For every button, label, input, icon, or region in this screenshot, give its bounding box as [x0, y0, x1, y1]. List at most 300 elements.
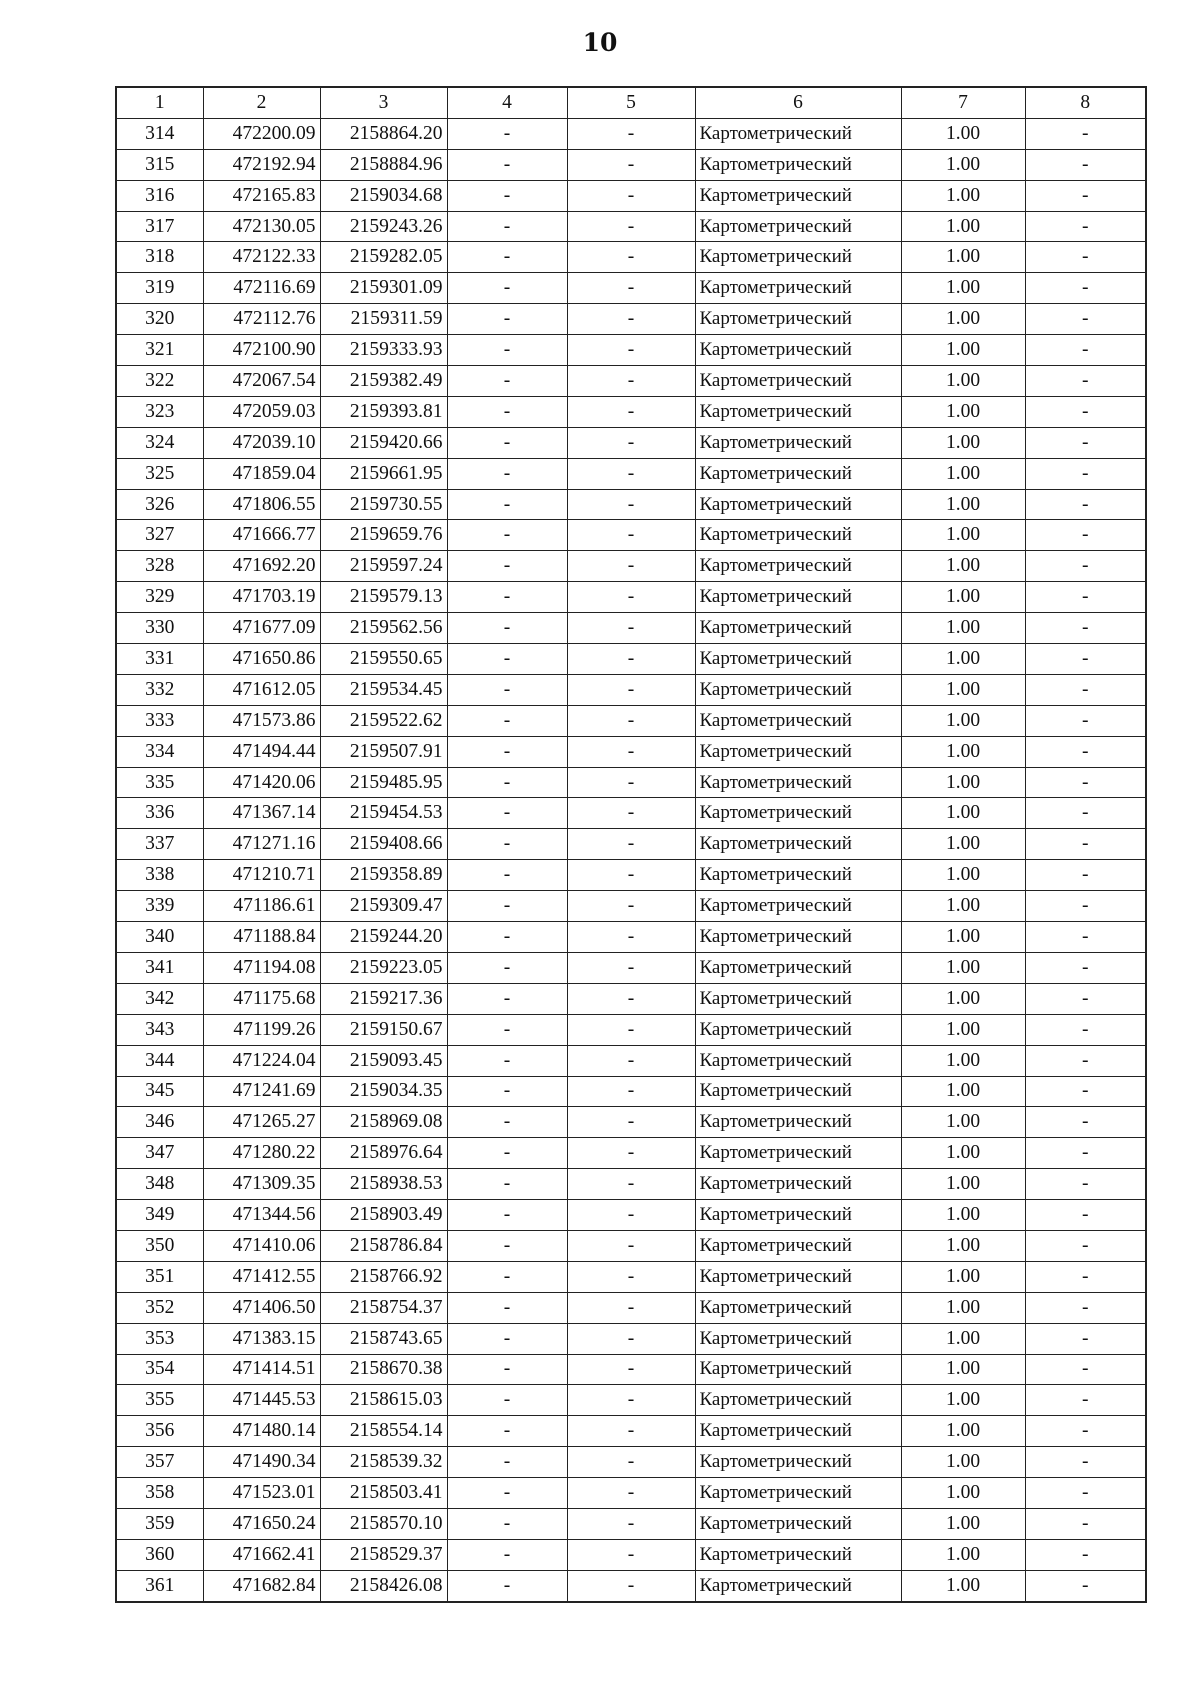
- table-row: [116, 1169, 1146, 1200]
- column-8-cell: -: [1025, 551, 1146, 582]
- table-row: [116, 1570, 1146, 1601]
- column-8-cell: -: [1025, 1107, 1146, 1138]
- x-coordinate-cell: 472067.54: [203, 366, 320, 397]
- column-4-cell: -: [447, 366, 567, 397]
- accuracy-cell: 1.00: [901, 922, 1025, 953]
- column-8-cell: -: [1025, 366, 1146, 397]
- x-coordinate-cell: 471662.41: [203, 1539, 320, 1570]
- accuracy-cell: 1.00: [901, 1169, 1025, 1200]
- point-number-cell: 350: [116, 1230, 203, 1261]
- column-5-cell: -: [567, 1323, 695, 1354]
- method-cell: Картометрический: [695, 118, 901, 149]
- column-8-cell: -: [1025, 458, 1146, 489]
- point-number-cell: 337: [116, 829, 203, 860]
- y-coordinate-cell: 2158884.96: [320, 149, 447, 180]
- method-cell: Картометрический: [695, 211, 901, 242]
- table-row: [116, 1539, 1146, 1570]
- column-header-6: 6: [695, 87, 901, 118]
- y-coordinate-cell: 2158670.38: [320, 1354, 447, 1385]
- point-number-cell: 353: [116, 1323, 203, 1354]
- accuracy-cell: 1.00: [901, 211, 1025, 242]
- column-5-cell: -: [567, 1539, 695, 1570]
- point-number-cell: 316: [116, 180, 203, 211]
- column-8-cell: -: [1025, 952, 1146, 983]
- column-4-cell: -: [447, 1385, 567, 1416]
- column-4-cell: -: [447, 118, 567, 149]
- point-number-cell: 320: [116, 304, 203, 335]
- method-cell: Картометрический: [695, 1292, 901, 1323]
- accuracy-cell: 1.00: [901, 952, 1025, 983]
- column-4-cell: -: [447, 705, 567, 736]
- table-row: [116, 520, 1146, 551]
- column-8-cell: -: [1025, 242, 1146, 273]
- y-coordinate-cell: 2158539.32: [320, 1447, 447, 1478]
- accuracy-cell: 1.00: [901, 1014, 1025, 1045]
- accuracy-cell: 1.00: [901, 118, 1025, 149]
- column-header-3: 3: [320, 87, 447, 118]
- y-coordinate-cell: 2158864.20: [320, 118, 447, 149]
- column-4-cell: -: [447, 613, 567, 644]
- accuracy-cell: 1.00: [901, 1570, 1025, 1601]
- method-cell: Картометрический: [695, 1539, 901, 1570]
- column-8-cell: -: [1025, 860, 1146, 891]
- method-cell: Картометрический: [695, 1354, 901, 1385]
- table-row: [116, 1200, 1146, 1231]
- column-4-cell: -: [447, 1508, 567, 1539]
- y-coordinate-cell: 2159217.36: [320, 983, 447, 1014]
- column-4-cell: -: [447, 922, 567, 953]
- column-5-cell: -: [567, 767, 695, 798]
- table-row: [116, 1107, 1146, 1138]
- point-number-cell: 330: [116, 613, 203, 644]
- method-cell: Картометрический: [695, 952, 901, 983]
- table-row: [116, 427, 1146, 458]
- column-4-cell: -: [447, 489, 567, 520]
- method-cell: Картометрический: [695, 1045, 901, 1076]
- x-coordinate-cell: 471383.15: [203, 1323, 320, 1354]
- y-coordinate-cell: 2159485.95: [320, 767, 447, 798]
- table-row: [116, 983, 1146, 1014]
- y-coordinate-cell: 2159661.95: [320, 458, 447, 489]
- y-coordinate-cell: 2158529.37: [320, 1539, 447, 1570]
- column-8-cell: -: [1025, 705, 1146, 736]
- table-row: [116, 335, 1146, 366]
- y-coordinate-cell: 2159034.68: [320, 180, 447, 211]
- column-5-cell: -: [567, 427, 695, 458]
- method-cell: Картометрический: [695, 1570, 901, 1601]
- y-coordinate-cell: 2159333.93: [320, 335, 447, 366]
- coordinates-table: [115, 86, 1147, 1603]
- y-coordinate-cell: 2158503.41: [320, 1478, 447, 1509]
- x-coordinate-cell: 472130.05: [203, 211, 320, 242]
- column-4-cell: -: [447, 1570, 567, 1601]
- x-coordinate-cell: 471188.84: [203, 922, 320, 953]
- accuracy-cell: 1.00: [901, 767, 1025, 798]
- point-number-cell: 349: [116, 1200, 203, 1231]
- column-5-cell: -: [567, 1076, 695, 1107]
- y-coordinate-cell: 2158754.37: [320, 1292, 447, 1323]
- accuracy-cell: 1.00: [901, 1323, 1025, 1354]
- column-8-cell: -: [1025, 1261, 1146, 1292]
- table-row: [116, 582, 1146, 613]
- point-number-cell: 358: [116, 1478, 203, 1509]
- accuracy-cell: 1.00: [901, 366, 1025, 397]
- method-cell: Картометрический: [695, 1230, 901, 1261]
- table-row: [116, 1323, 1146, 1354]
- point-number-cell: 325: [116, 458, 203, 489]
- column-4-cell: -: [447, 1539, 567, 1570]
- y-coordinate-cell: 2159562.56: [320, 613, 447, 644]
- column-4-cell: -: [447, 736, 567, 767]
- column-4-cell: -: [447, 829, 567, 860]
- column-4-cell: -: [447, 1045, 567, 1076]
- column-4-cell: -: [447, 1354, 567, 1385]
- column-header-1: 1: [116, 87, 203, 118]
- x-coordinate-cell: 472116.69: [203, 273, 320, 304]
- table-row: [116, 396, 1146, 427]
- column-8-cell: -: [1025, 149, 1146, 180]
- column-4-cell: -: [447, 1138, 567, 1169]
- column-4-cell: -: [447, 1478, 567, 1509]
- y-coordinate-cell: 2159597.24: [320, 551, 447, 582]
- table-row: [116, 829, 1146, 860]
- point-number-cell: 319: [116, 273, 203, 304]
- y-coordinate-cell: 2159282.05: [320, 242, 447, 273]
- column-8-cell: -: [1025, 1292, 1146, 1323]
- point-number-cell: 361: [116, 1570, 203, 1601]
- x-coordinate-cell: 471271.16: [203, 829, 320, 860]
- column-8-cell: -: [1025, 582, 1146, 613]
- table-row: [116, 1138, 1146, 1169]
- table-row: [116, 1230, 1146, 1261]
- method-cell: Картометрический: [695, 242, 901, 273]
- table-row: [116, 242, 1146, 273]
- x-coordinate-cell: 471224.04: [203, 1045, 320, 1076]
- accuracy-cell: 1.00: [901, 644, 1025, 675]
- table-body: [116, 118, 1146, 1601]
- table-row: [116, 180, 1146, 211]
- point-number-cell: 340: [116, 922, 203, 953]
- column-4-cell: -: [447, 520, 567, 551]
- point-number-cell: 324: [116, 427, 203, 458]
- table-row: [116, 674, 1146, 705]
- point-number-cell: 321: [116, 335, 203, 366]
- table-header-row: [116, 87, 1146, 118]
- accuracy-cell: 1.00: [901, 1416, 1025, 1447]
- method-cell: Картометрический: [695, 427, 901, 458]
- x-coordinate-cell: 471523.01: [203, 1478, 320, 1509]
- method-cell: Картометрический: [695, 736, 901, 767]
- method-cell: Картометрический: [695, 767, 901, 798]
- method-cell: Картометрический: [695, 829, 901, 860]
- point-number-cell: 360: [116, 1539, 203, 1570]
- point-number-cell: 327: [116, 520, 203, 551]
- column-header-2: 2: [203, 87, 320, 118]
- column-8-cell: -: [1025, 798, 1146, 829]
- column-5-cell: -: [567, 304, 695, 335]
- column-5-cell: -: [567, 335, 695, 366]
- column-4-cell: -: [447, 1447, 567, 1478]
- accuracy-cell: 1.00: [901, 427, 1025, 458]
- column-8-cell: -: [1025, 1385, 1146, 1416]
- x-coordinate-cell: 471175.68: [203, 983, 320, 1014]
- method-cell: Картометрический: [695, 798, 901, 829]
- table-row: [116, 891, 1146, 922]
- column-8-cell: -: [1025, 1138, 1146, 1169]
- column-8-cell: -: [1025, 1354, 1146, 1385]
- accuracy-cell: 1.00: [901, 273, 1025, 304]
- method-cell: Картометрический: [695, 891, 901, 922]
- method-cell: Картометрический: [695, 1014, 901, 1045]
- column-5-cell: -: [567, 1354, 695, 1385]
- method-cell: Картометрический: [695, 458, 901, 489]
- y-coordinate-cell: 2159454.53: [320, 798, 447, 829]
- y-coordinate-cell: 2158554.14: [320, 1416, 447, 1447]
- point-number-cell: 348: [116, 1169, 203, 1200]
- accuracy-cell: 1.00: [901, 1385, 1025, 1416]
- column-5-cell: -: [567, 1416, 695, 1447]
- column-5-cell: -: [567, 829, 695, 860]
- accuracy-cell: 1.00: [901, 983, 1025, 1014]
- column-4-cell: -: [447, 1076, 567, 1107]
- table-row: [116, 860, 1146, 891]
- column-5-cell: -: [567, 180, 695, 211]
- column-4-cell: -: [447, 1292, 567, 1323]
- column-4-cell: -: [447, 396, 567, 427]
- accuracy-cell: 1.00: [901, 149, 1025, 180]
- y-coordinate-cell: 2159550.65: [320, 644, 447, 675]
- method-cell: Картометрический: [695, 1076, 901, 1107]
- column-4-cell: -: [447, 273, 567, 304]
- column-5-cell: -: [567, 118, 695, 149]
- x-coordinate-cell: 471420.06: [203, 767, 320, 798]
- method-cell: Картометрический: [695, 1508, 901, 1539]
- method-cell: Картометрический: [695, 551, 901, 582]
- method-cell: Картометрический: [695, 705, 901, 736]
- table-row: [116, 736, 1146, 767]
- column-5-cell: -: [567, 1014, 695, 1045]
- column-5-cell: -: [567, 582, 695, 613]
- point-number-cell: 344: [116, 1045, 203, 1076]
- y-coordinate-cell: 2159659.76: [320, 520, 447, 551]
- point-number-cell: 331: [116, 644, 203, 675]
- column-8-cell: -: [1025, 1230, 1146, 1261]
- point-number-cell: 335: [116, 767, 203, 798]
- point-number-cell: 345: [116, 1076, 203, 1107]
- column-8-cell: -: [1025, 427, 1146, 458]
- column-5-cell: -: [567, 1570, 695, 1601]
- table-row: [116, 1261, 1146, 1292]
- method-cell: Картометрический: [695, 1416, 901, 1447]
- accuracy-cell: 1.00: [901, 829, 1025, 860]
- y-coordinate-cell: 2158615.03: [320, 1385, 447, 1416]
- method-cell: Картометрический: [695, 335, 901, 366]
- column-8-cell: -: [1025, 1200, 1146, 1231]
- column-8-cell: -: [1025, 1416, 1146, 1447]
- column-8-cell: -: [1025, 983, 1146, 1014]
- table-row: [116, 1508, 1146, 1539]
- accuracy-cell: 1.00: [901, 1200, 1025, 1231]
- method-cell: Картометрический: [695, 1169, 901, 1200]
- method-cell: Картометрический: [695, 1385, 901, 1416]
- table-row: [116, 1447, 1146, 1478]
- column-5-cell: -: [567, 860, 695, 891]
- column-5-cell: -: [567, 1385, 695, 1416]
- y-coordinate-cell: 2158570.10: [320, 1508, 447, 1539]
- column-5-cell: -: [567, 458, 695, 489]
- column-5-cell: -: [567, 1107, 695, 1138]
- column-5-cell: -: [567, 952, 695, 983]
- column-5-cell: -: [567, 1169, 695, 1200]
- accuracy-cell: 1.00: [901, 705, 1025, 736]
- x-coordinate-cell: 471309.35: [203, 1169, 320, 1200]
- accuracy-cell: 1.00: [901, 613, 1025, 644]
- column-4-cell: -: [447, 1416, 567, 1447]
- x-coordinate-cell: 471367.14: [203, 798, 320, 829]
- column-5-cell: -: [567, 922, 695, 953]
- point-number-cell: 346: [116, 1107, 203, 1138]
- accuracy-cell: 1.00: [901, 798, 1025, 829]
- column-5-cell: -: [567, 396, 695, 427]
- accuracy-cell: 1.00: [901, 1539, 1025, 1570]
- accuracy-cell: 1.00: [901, 396, 1025, 427]
- column-8-cell: -: [1025, 1478, 1146, 1509]
- column-4-cell: -: [447, 1107, 567, 1138]
- method-cell: Картометрический: [695, 396, 901, 427]
- x-coordinate-cell: 471241.69: [203, 1076, 320, 1107]
- column-8-cell: -: [1025, 1045, 1146, 1076]
- column-4-cell: -: [447, 335, 567, 366]
- method-cell: Картометрический: [695, 1138, 901, 1169]
- y-coordinate-cell: 2159358.89: [320, 860, 447, 891]
- table-row: [116, 489, 1146, 520]
- column-4-cell: -: [447, 458, 567, 489]
- accuracy-cell: 1.00: [901, 1354, 1025, 1385]
- column-4-cell: -: [447, 767, 567, 798]
- x-coordinate-cell: 471210.71: [203, 860, 320, 891]
- column-8-cell: -: [1025, 489, 1146, 520]
- point-number-cell: 352: [116, 1292, 203, 1323]
- method-cell: Картометрический: [695, 520, 901, 551]
- column-8-cell: -: [1025, 1570, 1146, 1601]
- point-number-cell: 351: [116, 1261, 203, 1292]
- column-5-cell: -: [567, 1508, 695, 1539]
- x-coordinate-cell: 472100.90: [203, 335, 320, 366]
- column-8-cell: -: [1025, 1076, 1146, 1107]
- x-coordinate-cell: 471650.24: [203, 1508, 320, 1539]
- y-coordinate-cell: 2158786.84: [320, 1230, 447, 1261]
- x-coordinate-cell: 472165.83: [203, 180, 320, 211]
- x-coordinate-cell: 471677.09: [203, 613, 320, 644]
- table-row: [116, 1292, 1146, 1323]
- accuracy-cell: 1.00: [901, 582, 1025, 613]
- x-coordinate-cell: 471494.44: [203, 736, 320, 767]
- y-coordinate-cell: 2158766.92: [320, 1261, 447, 1292]
- column-8-cell: -: [1025, 1014, 1146, 1045]
- y-coordinate-cell: 2158938.53: [320, 1169, 447, 1200]
- accuracy-cell: 1.00: [901, 1107, 1025, 1138]
- column-5-cell: -: [567, 520, 695, 551]
- point-number-cell: 323: [116, 396, 203, 427]
- column-4-cell: -: [447, 304, 567, 335]
- x-coordinate-cell: 471344.56: [203, 1200, 320, 1231]
- table-row: [116, 767, 1146, 798]
- column-4-cell: -: [447, 1323, 567, 1354]
- column-8-cell: -: [1025, 736, 1146, 767]
- column-5-cell: -: [567, 1200, 695, 1231]
- x-coordinate-cell: 471445.53: [203, 1385, 320, 1416]
- column-4-cell: -: [447, 1169, 567, 1200]
- x-coordinate-cell: 471414.51: [203, 1354, 320, 1385]
- column-5-cell: -: [567, 1261, 695, 1292]
- column-8-cell: -: [1025, 335, 1146, 366]
- column-4-cell: -: [447, 211, 567, 242]
- x-coordinate-cell: 471692.20: [203, 551, 320, 582]
- column-5-cell: -: [567, 613, 695, 644]
- accuracy-cell: 1.00: [901, 736, 1025, 767]
- column-5-cell: -: [567, 211, 695, 242]
- column-8-cell: -: [1025, 304, 1146, 335]
- point-number-cell: 356: [116, 1416, 203, 1447]
- method-cell: Картометрический: [695, 860, 901, 891]
- column-4-cell: -: [447, 242, 567, 273]
- x-coordinate-cell: 471490.34: [203, 1447, 320, 1478]
- point-number-cell: 359: [116, 1508, 203, 1539]
- method-cell: Картометрический: [695, 613, 901, 644]
- x-coordinate-cell: 471265.27: [203, 1107, 320, 1138]
- y-coordinate-cell: 2159150.67: [320, 1014, 447, 1045]
- x-coordinate-cell: 472112.76: [203, 304, 320, 335]
- column-5-cell: -: [567, 1230, 695, 1261]
- x-coordinate-cell: 471612.05: [203, 674, 320, 705]
- table-row: [116, 1076, 1146, 1107]
- table-row: [116, 644, 1146, 675]
- x-coordinate-cell: 471412.55: [203, 1261, 320, 1292]
- y-coordinate-cell: 2159522.62: [320, 705, 447, 736]
- y-coordinate-cell: 2159244.20: [320, 922, 447, 953]
- table-row: [116, 1354, 1146, 1385]
- column-5-cell: -: [567, 891, 695, 922]
- table-row: [116, 458, 1146, 489]
- x-coordinate-cell: 471682.84: [203, 1570, 320, 1601]
- table-row: [116, 1014, 1146, 1045]
- x-coordinate-cell: 472192.94: [203, 149, 320, 180]
- x-coordinate-cell: 471573.86: [203, 705, 320, 736]
- x-coordinate-cell: 472059.03: [203, 396, 320, 427]
- y-coordinate-cell: 2158743.65: [320, 1323, 447, 1354]
- y-coordinate-cell: 2159408.66: [320, 829, 447, 860]
- table-row: [116, 149, 1146, 180]
- accuracy-cell: 1.00: [901, 1447, 1025, 1478]
- column-4-cell: -: [447, 798, 567, 829]
- column-5-cell: -: [567, 149, 695, 180]
- x-coordinate-cell: 471186.61: [203, 891, 320, 922]
- method-cell: Картометрический: [695, 180, 901, 211]
- method-cell: Картометрический: [695, 273, 901, 304]
- column-8-cell: -: [1025, 829, 1146, 860]
- column-4-cell: -: [447, 149, 567, 180]
- accuracy-cell: 1.00: [901, 520, 1025, 551]
- accuracy-cell: 1.00: [901, 1076, 1025, 1107]
- column-header-8: 8: [1025, 87, 1146, 118]
- method-cell: Картометрический: [695, 922, 901, 953]
- column-5-cell: -: [567, 1478, 695, 1509]
- column-4-cell: -: [447, 860, 567, 891]
- y-coordinate-cell: 2159382.49: [320, 366, 447, 397]
- accuracy-cell: 1.00: [901, 674, 1025, 705]
- method-cell: Картометрический: [695, 644, 901, 675]
- column-4-cell: -: [447, 674, 567, 705]
